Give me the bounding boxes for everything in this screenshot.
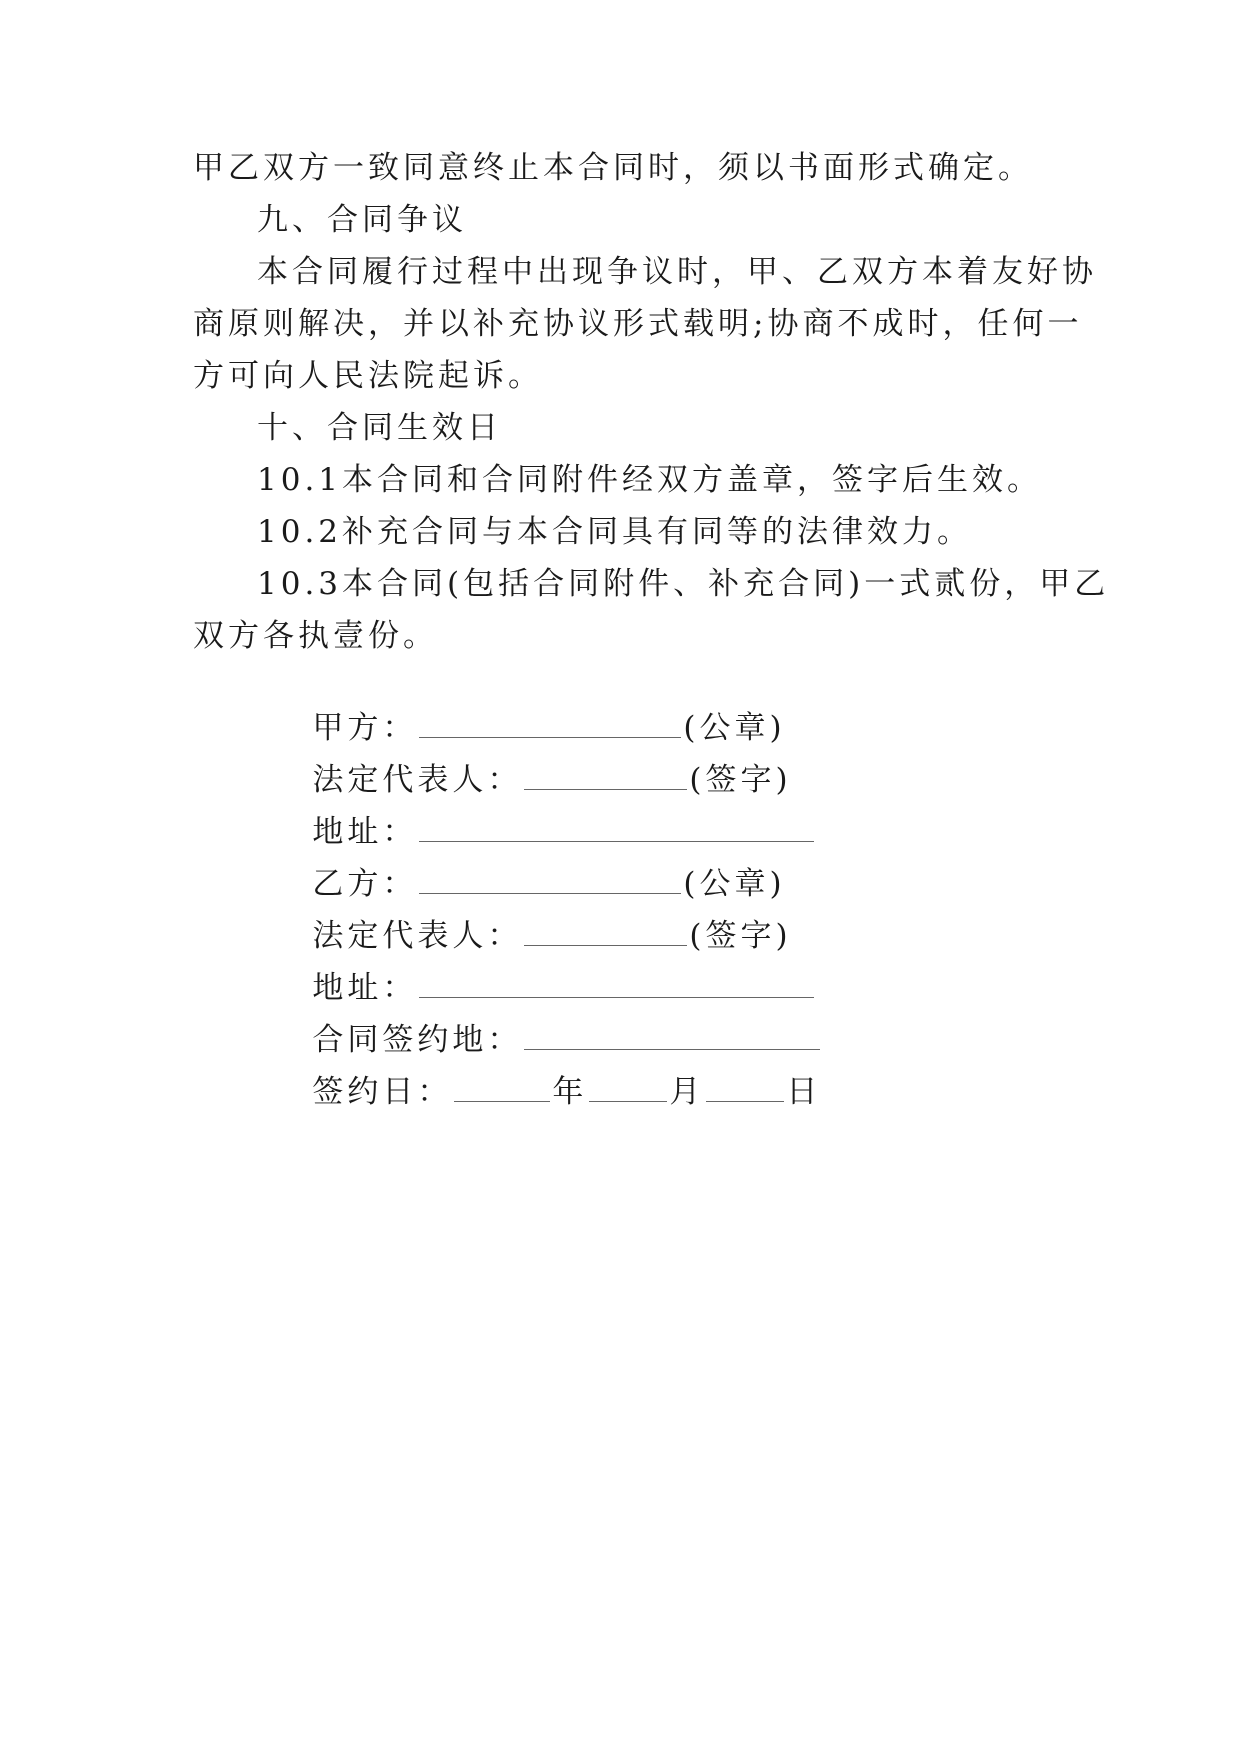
paragraph-dispute-line-3: 方可向人民法院起诉。	[193, 358, 543, 394]
signing-date-row	[257, 1032, 821, 1152]
address-a-label: 地址：	[312, 814, 418, 850]
party-a-seal-suffix: (公章)	[683, 710, 786, 746]
clause-10-3-line-1: 10.3本合同(包括合同附件、补充合同)一式贰份，甲乙	[257, 566, 1110, 602]
address-b-label: 地址：	[312, 970, 418, 1006]
party-b-seal-suffix: (公章)	[683, 866, 786, 902]
clause-10-1: 10.1本合同和合同附件经双方盖章，签字后生效。	[257, 462, 1043, 498]
rep-b-sign-suffix: (签字)	[689, 918, 792, 954]
clause-10-3-line-2: 双方各执壹份。	[193, 618, 438, 654]
paragraph-termination-end: 甲乙双方一致同意终止本合同时，须以书面形式确定。	[193, 150, 1033, 186]
year-blank[interactable]	[454, 1077, 550, 1102]
paragraph-dispute-line-1: 本合同履行过程中出现争议时，甲、乙双方本着友好协	[257, 254, 1097, 290]
rep-a-sign-suffix: (签字)	[689, 762, 792, 798]
section-heading-effective-date: 十、合同生效日	[257, 410, 502, 446]
signing-place-label: 合同签约地：	[312, 1022, 523, 1058]
paragraph-dispute-line-2: 商原则解决，并以补充协议形式载明;协商不成时，任何一	[193, 306, 1083, 342]
year-label: 年	[552, 1074, 588, 1110]
month-label: 月	[669, 1074, 705, 1110]
month-blank[interactable]	[589, 1077, 667, 1102]
party-b-label: 乙方：	[312, 866, 418, 902]
section-heading-dispute: 九、合同争议	[257, 202, 467, 238]
day-label: 日	[786, 1074, 822, 1110]
rep-b-label: 法定代表人：	[312, 918, 523, 954]
rep-a-label: 法定代表人：	[312, 762, 523, 798]
day-blank[interactable]	[706, 1077, 784, 1102]
signing-date-label: 签约日：	[312, 1074, 453, 1110]
clause-10-2: 10.2补充合同与本合同具有同等的法律效力。	[257, 514, 973, 550]
party-a-label: 甲方：	[312, 710, 418, 746]
